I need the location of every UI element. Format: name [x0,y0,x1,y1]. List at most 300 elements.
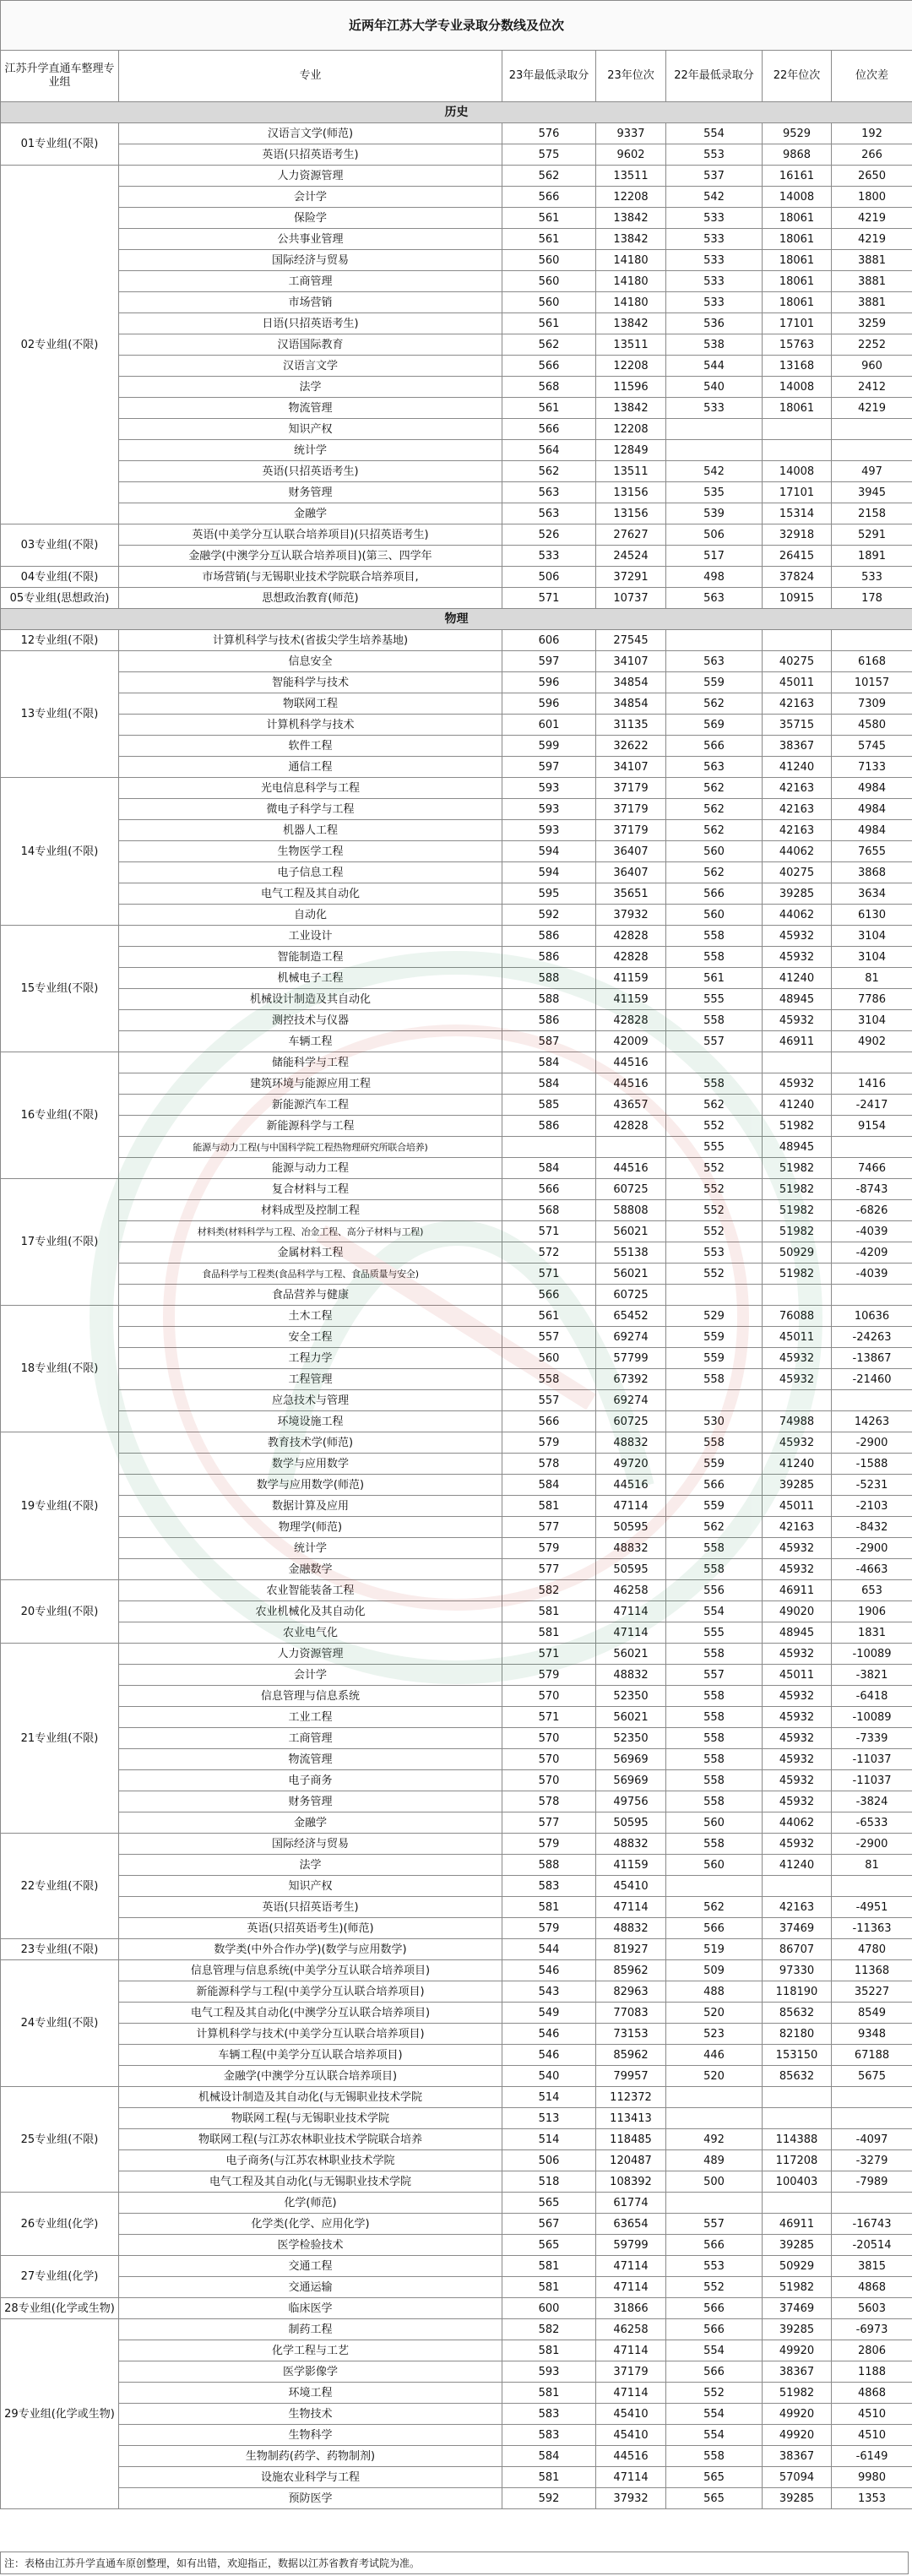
table-row [1,482,912,503]
diff-cell: -4209 [832,1242,912,1264]
rank23-cell: 67392 [596,1369,666,1390]
group-cell: 12专业组(不限) [1,630,119,651]
score23-cell: 582 [502,1580,596,1601]
score22-cell: 552 [666,2383,763,2404]
rank22-cell [763,440,832,461]
major-cell: 工商管理 [119,1728,502,1749]
table-row [1,2108,912,2129]
diff-cell: -21460 [832,1369,912,1390]
rank22-cell: 51982 [763,1264,832,1285]
table-row [1,2171,912,2193]
rank22-cell: 48945 [763,989,832,1010]
rank22-cell [763,1390,832,1411]
score23-cell: 571 [502,1264,596,1285]
major-cell: 机械设计制造及其自动化 [119,989,502,1010]
rank22-cell: 45011 [763,672,832,693]
rank23-cell: 50595 [596,1517,666,1538]
diff-cell: 192 [832,123,912,144]
major-cell: 复合材料与工程 [119,1179,502,1200]
score22-cell: 566 [666,2298,763,2319]
table-row [1,2425,912,2446]
diff-cell: 8549 [832,2003,912,2024]
score22-cell: 553 [666,1242,763,1264]
table-row [1,208,912,229]
score23-cell: 568 [502,1200,596,1221]
rank22-cell: 51982 [763,2383,832,2404]
score23-cell: 566 [502,1411,596,1432]
score23-cell: 562 [502,461,596,482]
score22-cell: 558 [666,1432,763,1454]
diff-cell: 7655 [832,841,912,862]
score22-cell: 559 [666,672,763,693]
rank23-cell: 13511 [596,461,666,482]
rank23-cell: 47114 [596,1897,666,1918]
table-row [1,1348,912,1369]
diff-cell: 2806 [832,2340,912,2361]
score22-cell: 566 [666,736,763,757]
score23-cell: 566 [502,419,596,440]
score23-cell: 549 [502,2003,596,2024]
rank22-cell: 100403 [763,2171,832,2193]
diff-cell: 3881 [832,292,912,313]
rank22-cell: 41240 [763,1454,832,1475]
diff-cell: 7466 [832,1158,912,1179]
table-row [1,2193,912,2214]
table-row [1,2003,912,2024]
major-cell: 数学类(中外合作办学)(数学与应用数学) [119,1939,502,1960]
rank23-cell: 47114 [596,2467,666,2488]
rank22-cell: 118190 [763,1981,832,2003]
diff-cell: 7133 [832,757,912,778]
rank22-cell: 14008 [763,377,832,398]
score23-cell: 561 [502,313,596,334]
rank23-cell: 77083 [596,2003,666,2024]
rank22-cell: 37824 [763,567,832,588]
score22-cell: 542 [666,461,763,482]
score23-cell: 576 [502,123,596,144]
table-row [1,905,912,926]
rank23-cell: 63654 [596,2214,666,2235]
major-cell: 环境设施工程 [119,1411,502,1432]
score22-cell: 554 [666,2425,763,2446]
score22-cell: 554 [666,2340,763,2361]
group-cell: 18专业组(不限) [1,1306,119,1432]
major-cell: 汉语国际教育 [119,334,502,356]
major-cell: 计算机科学与技术(省拔尖学生培养基地) [119,630,502,651]
rank22-cell: 51982 [763,1221,832,1242]
score23-cell: 592 [502,2488,596,2509]
rank22-cell: 44062 [763,841,832,862]
major-cell: 生物制药(药学、药物制剂) [119,2446,502,2467]
rank22-cell: 114388 [763,2129,832,2150]
rank23-cell: 35651 [596,883,666,905]
group-cell: 13专业组(不限) [1,651,119,778]
score23-cell: 543 [502,1981,596,2003]
diff-cell [832,1390,912,1411]
table-row [1,1454,912,1475]
score23-cell: 533 [502,546,596,567]
table-body [1,1,912,2509]
diff-cell: 3945 [832,482,912,503]
header-score22: 22年最低录取分 [666,51,763,102]
score22-cell: 558 [666,1791,763,1812]
rank23-cell: 13511 [596,166,666,187]
rank23-cell: 79957 [596,2066,666,2087]
score23-cell: 570 [502,1770,596,1791]
score23-cell: 597 [502,757,596,778]
major-cell: 计算机科学与技术 [119,715,502,736]
table-row [1,334,912,356]
major-cell: 电子信息工程 [119,862,502,883]
table-row [1,1812,912,1834]
table-row [1,736,912,757]
score22-cell: 529 [666,1306,763,1327]
score22-cell: 557 [666,1665,763,1686]
rank22-cell: 45932 [763,947,832,968]
table-row [1,630,912,651]
rank22-cell: 10915 [763,588,832,609]
major-cell: 农业电气化 [119,1622,502,1644]
rank23-cell: 42828 [596,1010,666,1031]
rank23-cell: 56969 [596,1749,666,1770]
major-cell: 法学 [119,1855,502,1876]
rank23-cell: 65452 [596,1306,666,1327]
score22-cell: 554 [666,1601,763,1622]
diff-cell: -5231 [832,1475,912,1496]
diff-cell: -4097 [832,2129,912,2150]
table-row [1,440,912,461]
rank22-cell: 74988 [763,1411,832,1432]
rank22-cell: 32918 [763,524,832,546]
table-row [1,926,912,947]
rank22-cell: 13168 [763,356,832,377]
score22-cell: 558 [666,1644,763,1665]
rank23-cell: 52350 [596,1728,666,1749]
rank22-cell: 51982 [763,1179,832,1200]
rank23-cell: 69274 [596,1327,666,1348]
rank23-cell: 56021 [596,1644,666,1665]
table-row [1,1770,912,1791]
rank23-cell: 47114 [596,2277,666,2298]
score22-cell: 566 [666,1475,763,1496]
table-row [1,1285,912,1306]
group-cell: 24专业组(不限) [1,1960,119,2087]
rank23-cell: 73153 [596,2024,666,2045]
table-row [1,1200,912,1221]
rank23-cell: 41159 [596,1855,666,1876]
score23-cell: 601 [502,715,596,736]
rank23-cell: 47114 [596,2256,666,2277]
rank23-cell: 47114 [596,1622,666,1644]
rank23-cell: 11596 [596,377,666,398]
diff-cell [832,440,912,461]
rank23-cell: 37291 [596,567,666,588]
rank22-cell: 117208 [763,2150,832,2171]
rank23-cell: 60725 [596,1285,666,1306]
table-row [1,524,912,546]
score22-cell: 557 [666,2214,763,2235]
score22-cell: 558 [666,1073,763,1095]
rank22-cell [763,2193,832,2214]
rank22-cell: 18061 [763,250,832,271]
major-cell: 医学影像学 [119,2361,502,2383]
table-row [1,250,912,271]
table-row [1,1834,912,1855]
major-cell: 土木工程 [119,1306,502,1327]
score23-cell: 540 [502,2066,596,2087]
score23-cell: 581 [502,1601,596,1622]
score22-cell: 562 [666,1517,763,1538]
rank22-cell: 46911 [763,1580,832,1601]
rank22-cell: 26415 [763,546,832,567]
score23-cell: 579 [502,1432,596,1454]
diff-cell: -3821 [832,1665,912,1686]
table-row [1,2214,912,2235]
diff-cell: 1416 [832,1073,912,1095]
rank23-cell: 24524 [596,546,666,567]
diff-cell: 4219 [832,229,912,250]
major-cell: 化学类(化学、应用化学) [119,2214,502,2235]
rank23-cell: 44516 [596,1073,666,1095]
diff-cell: 81 [832,968,912,989]
score22-cell: 517 [666,546,763,567]
major-cell: 物理学(师范) [119,1517,502,1538]
rank23-cell: 47114 [596,2383,666,2404]
score22-cell: 569 [666,715,763,736]
rank23-cell: 34854 [596,672,666,693]
score22-cell: 530 [666,1411,763,1432]
score22-cell: 552 [666,1221,763,1242]
score22-cell: 558 [666,2446,763,2467]
score22-cell: 506 [666,524,763,546]
rank22-cell: 45932 [763,1348,832,1369]
score23-cell: 581 [502,2467,596,2488]
table-row [1,2024,912,2045]
rank23-cell: 34107 [596,651,666,672]
diff-cell: 5603 [832,2298,912,2319]
header-diff: 位次差 [832,51,912,102]
score22-cell: 533 [666,271,763,292]
score23-cell: 595 [502,883,596,905]
diff-cell: 3868 [832,862,912,883]
score23-cell: 558 [502,1369,596,1390]
section-row [1,609,912,630]
rank23-cell: 46258 [596,2319,666,2340]
score22-cell [666,2193,763,2214]
major-cell: 信息管理与信息系统(中美学分互认联合培养项目) [119,1960,502,1981]
diff-cell: 2650 [832,166,912,187]
major-cell: 微电子科学与工程 [119,799,502,820]
rank23-cell: 37179 [596,799,666,820]
rank23-cell: 85962 [596,2045,666,2066]
rank22-cell: 45011 [763,1665,832,1686]
major-cell: 化学工程与工艺 [119,2340,502,2361]
score23-cell: 571 [502,1644,596,1665]
rank22-cell: 17101 [763,313,832,334]
diff-cell: 4868 [832,2277,912,2298]
table-row [1,1686,912,1707]
major-cell: 农业智能装备工程 [119,1580,502,1601]
rank22-cell: 45932 [763,1538,832,1559]
header-score23: 23年最低录取分 [502,51,596,102]
table-row [1,1179,912,1200]
rank22-cell: 15763 [763,334,832,356]
score22-cell: 558 [666,947,763,968]
table-row [1,862,912,883]
rank23-cell: 14180 [596,271,666,292]
table-row [1,1306,912,1327]
score22-cell: 562 [666,778,763,799]
score23-cell: 579 [502,1918,596,1939]
major-cell: 金融数学 [119,1559,502,1580]
table-row [1,1031,912,1052]
score22-cell: 559 [666,1454,763,1475]
diff-cell: 6168 [832,651,912,672]
diff-cell: 4984 [832,799,912,820]
rank23-cell: 42828 [596,947,666,968]
diff-cell: 9154 [832,1116,912,1137]
score23-cell: 571 [502,1707,596,1728]
score23-cell: 561 [502,398,596,419]
score23-cell: 560 [502,292,596,313]
section-title: 历史 [1,102,912,123]
score22-cell: 559 [666,1348,763,1369]
table-row [1,1918,912,1939]
table-row [1,123,912,144]
diff-cell: 4219 [832,208,912,229]
table-row [1,968,912,989]
score22-cell: 566 [666,1918,763,1939]
rank22-cell: 39285 [763,2488,832,2509]
diff-cell: 35227 [832,1981,912,2003]
diff-cell: -10089 [832,1644,912,1665]
diff-cell: 10157 [832,672,912,693]
score22-cell: 552 [666,2277,763,2298]
score23-cell: 599 [502,736,596,757]
score23-cell: 606 [502,630,596,651]
diff-cell: 5291 [832,524,912,546]
group-cell: 19专业组(不限) [1,1432,119,1580]
score23-cell: 594 [502,862,596,883]
score22-cell: 566 [666,2235,763,2256]
score22-cell: 554 [666,2404,763,2425]
rank22-cell: 45932 [763,926,832,947]
table-row [1,1242,912,1264]
table-row [1,356,912,377]
major-cell: 思想政治教育(师范) [119,588,502,609]
rank23-cell: 37932 [596,905,666,926]
score23-cell: 561 [502,229,596,250]
score22-cell: 520 [666,2066,763,2087]
rank23-cell [596,1137,666,1158]
major-cell: 法学 [119,377,502,398]
score22-cell: 563 [666,757,763,778]
rank22-cell: 82180 [763,2024,832,2045]
rank23-cell: 12208 [596,187,666,208]
diff-cell: 3104 [832,1010,912,1031]
rank23-cell: 44516 [596,1052,666,1073]
diff-cell [832,2108,912,2129]
table-row [1,715,912,736]
major-cell: 信息管理与信息系统 [119,1686,502,1707]
score22-cell: 558 [666,1749,763,1770]
score22-cell: 536 [666,313,763,334]
diff-cell: 266 [832,144,912,166]
score23-cell: 563 [502,482,596,503]
score22-cell: 538 [666,334,763,356]
score22-cell: 558 [666,1728,763,1749]
score22-cell: 561 [666,968,763,989]
diff-cell: 497 [832,461,912,482]
score22-cell: 566 [666,2361,763,2383]
group-cell: 01专业组(不限) [1,123,119,166]
diff-cell [832,1285,912,1306]
table-row [1,1411,912,1432]
diff-cell: -6973 [832,2319,912,2340]
diff-cell: -2900 [832,1538,912,1559]
rank23-cell: 61774 [596,2193,666,2214]
rank22-cell: 40275 [763,862,832,883]
major-cell: 工业设计 [119,926,502,947]
table-row [1,1221,912,1242]
score22-cell: 519 [666,1939,763,1960]
score23-cell: 571 [502,1221,596,1242]
rank22-cell: 18061 [763,398,832,419]
score23-cell: 514 [502,2087,596,2108]
table-row [1,1538,912,1559]
rank22-cell: 48945 [763,1622,832,1644]
group-cell: 14专业组(不限) [1,778,119,926]
major-cell: 人力资源管理 [119,166,502,187]
rank22-cell: 37469 [763,2298,832,2319]
score22-cell: 560 [666,1812,763,1834]
score23-cell: 588 [502,1855,596,1876]
table-row [1,1791,912,1812]
rank23-cell: 50595 [596,1812,666,1834]
major-cell: 车辆工程(中美学分互认联合培养项目) [119,2045,502,2066]
score23-cell: 566 [502,1285,596,1306]
score22-cell [666,2108,763,2129]
rank23-cell: 58808 [596,1200,666,1221]
rank23-cell: 49720 [596,1454,666,1475]
table-row [1,1432,912,1454]
rank22-cell: 45932 [763,1728,832,1749]
score22-cell: 552 [666,1116,763,1137]
header-rank23: 23年位次 [596,51,666,102]
rank23-cell: 13842 [596,398,666,419]
score22-cell: 562 [666,820,763,841]
score23-cell: 570 [502,1728,596,1749]
rank22-cell: 45932 [763,1834,832,1855]
table-row [1,693,912,715]
major-cell: 物流管理 [119,1749,502,1770]
table-row [1,2404,912,2425]
group-cell: 22专业组(不限) [1,1834,119,1939]
score22-cell: 558 [666,1707,763,1728]
score23-cell: 593 [502,799,596,820]
rank22-cell: 17101 [763,482,832,503]
major-cell: 建筑环境与能源应用工程 [119,1073,502,1095]
diff-cell: -2900 [832,1834,912,1855]
rank23-cell: 14180 [596,250,666,271]
rank22-cell: 40275 [763,651,832,672]
major-cell: 电气工程及其自动化 [119,883,502,905]
diff-cell: 653 [832,1580,912,1601]
rank23-cell: 42009 [596,1031,666,1052]
table-row [1,1601,912,1622]
table-row [1,820,912,841]
major-cell: 车辆工程 [119,1031,502,1052]
